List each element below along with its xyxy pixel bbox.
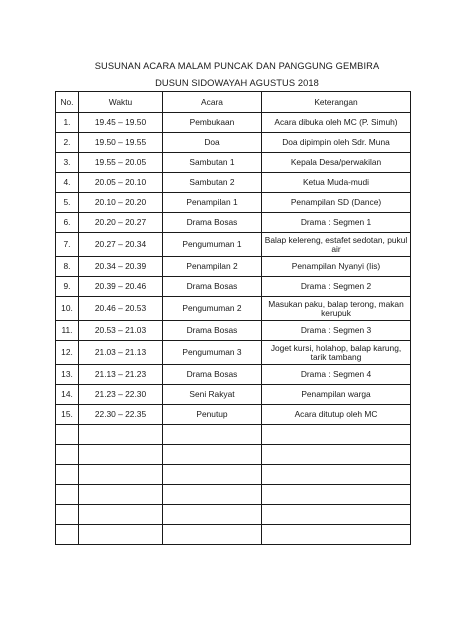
empty-cell [163,505,262,525]
cell-no: 13. [56,365,79,385]
empty-cell [56,485,79,505]
table-row [56,405,411,425]
empty-cell [262,465,411,485]
cell-waktu: 21.13 – 21.23 [79,365,163,385]
cell-acara: Drama Bosas [163,365,262,385]
empty-row [56,525,411,545]
table-row [56,173,411,193]
cell-waktu: 20.46 – 20.53 [79,297,163,321]
table-row [56,277,411,297]
cell-no: 15. [56,405,79,425]
empty-cell [262,425,411,445]
table-header-row [56,92,411,113]
empty-cell [56,525,79,545]
empty-cell [56,425,79,445]
cell-waktu: 20.53 – 21.03 [79,321,163,341]
cell-keterangan: Acara dibuka oleh MC (P. Simuh) [262,113,411,133]
cell-waktu: 19.50 – 19.55 [79,133,163,153]
schedule-table [55,91,411,545]
cell-acara: Penutup [163,405,262,425]
cell-keterangan: Penampilan SD (Dance) [262,193,411,213]
cell-acara: Drama Bosas [163,321,262,341]
cell-keterangan: Drama : Segmen 1 [262,213,411,233]
header-no: No. [56,92,79,113]
cell-keterangan: Drama : Segmen 4 [262,365,411,385]
cell-waktu: 22.30 – 22.35 [79,405,163,425]
table-row [56,257,411,277]
cell-keterangan: Doa dipimpin oleh Sdr. Muna [262,133,411,153]
empty-cell [163,485,262,505]
cell-no: 2. [56,133,79,153]
cell-keterangan: Drama : Segmen 2 [262,277,411,297]
table-row [56,233,411,257]
table-row [56,385,411,405]
cell-no: 3. [56,153,79,173]
cell-acara: Doa [163,133,262,153]
cell-waktu: 20.05 – 20.10 [79,173,163,193]
cell-no: 10. [56,297,79,321]
cell-no: 12. [56,341,79,365]
cell-keterangan: Acara ditutup oleh MC [262,405,411,425]
empty-cell [163,525,262,545]
empty-cell [56,465,79,485]
header-keterangan: Keterangan [262,92,411,113]
cell-waktu: 21.23 – 22.30 [79,385,163,405]
cell-waktu: 20.20 – 20.27 [79,213,163,233]
cell-acara: Pengumuman 3 [163,341,262,365]
cell-no: 4. [56,173,79,193]
table-row [56,365,411,385]
cell-keterangan: Ketua Muda-mudi [262,173,411,193]
cell-no: 1. [56,113,79,133]
cell-keterangan: Kepala Desa/perwakilan [262,153,411,173]
document-subtitle: DUSUN SIDOWAYAH AGUSTUS 2018 [155,78,319,88]
empty-row [56,485,411,505]
cell-acara: Drama Bosas [163,277,262,297]
empty-row [56,425,411,445]
header-waktu: Waktu [79,92,163,113]
empty-cell [79,445,163,465]
table-row [56,213,411,233]
empty-cell [163,425,262,445]
table-row [56,113,411,133]
cell-waktu: 20.27 – 20.34 [79,233,163,257]
cell-waktu: 20.10 – 20.20 [79,193,163,213]
cell-keterangan: Penampilan warga [262,385,411,405]
cell-keterangan: Drama : Segmen 3 [262,321,411,341]
empty-row [56,505,411,525]
cell-acara: Pengumuman 1 [163,233,262,257]
cell-no: 6. [56,213,79,233]
empty-cell [79,465,163,485]
table-row [56,193,411,213]
empty-cell [262,505,411,525]
cell-keterangan: Joget kursi, holahop, balap karung, tarik tambang [262,341,411,365]
empty-cell [262,445,411,465]
table-row [56,133,411,153]
header-acara: Acara [163,92,262,113]
empty-row [56,465,411,485]
cell-no: 9. [56,277,79,297]
cell-keterangan: Masukan paku, balap terong, makan kerupuk [262,297,411,321]
empty-cell [262,525,411,545]
cell-no: 5. [56,193,79,213]
table-row [56,153,411,173]
empty-cell [163,465,262,485]
cell-no: 8. [56,257,79,277]
cell-no: 7. [56,233,79,257]
empty-cell [79,485,163,505]
table-row [56,321,411,341]
empty-cell [79,425,163,445]
empty-cell [163,445,262,465]
cell-waktu: 21.03 – 21.13 [79,341,163,365]
cell-no: 14. [56,385,79,405]
cell-keterangan: Penampilan Nyanyi (Iis) [262,257,411,277]
cell-acara: Pembukaan [163,113,262,133]
cell-waktu: 20.34 – 20.39 [79,257,163,277]
cell-acara: Sambutan 2 [163,173,262,193]
empty-cell [56,445,79,465]
document-title: SUSUNAN ACARA MALAM PUNCAK DAN PANGGUNG GEMBIRA [94,61,380,71]
cell-acara: Penampilan 2 [163,257,262,277]
cell-acara: Drama Bosas [163,213,262,233]
empty-cell [56,505,79,525]
cell-waktu: 20.39 – 20.46 [79,277,163,297]
empty-cell [79,525,163,545]
empty-cell [79,505,163,525]
table-row [56,297,411,321]
cell-acara: Sambutan 1 [163,153,262,173]
cell-acara: Penampilan 1 [163,193,262,213]
cell-acara: Pengumuman 2 [163,297,262,321]
cell-acara: Seni Rakyat [163,385,262,405]
table-row [56,341,411,365]
cell-waktu: 19.55 – 20.05 [79,153,163,173]
empty-row [56,445,411,465]
cell-no: 11. [56,321,79,341]
cell-waktu: 19.45 – 19.50 [79,113,163,133]
empty-cell [262,485,411,505]
cell-keterangan: Balap kelereng, estafet sedotan, pukul air [262,233,411,257]
